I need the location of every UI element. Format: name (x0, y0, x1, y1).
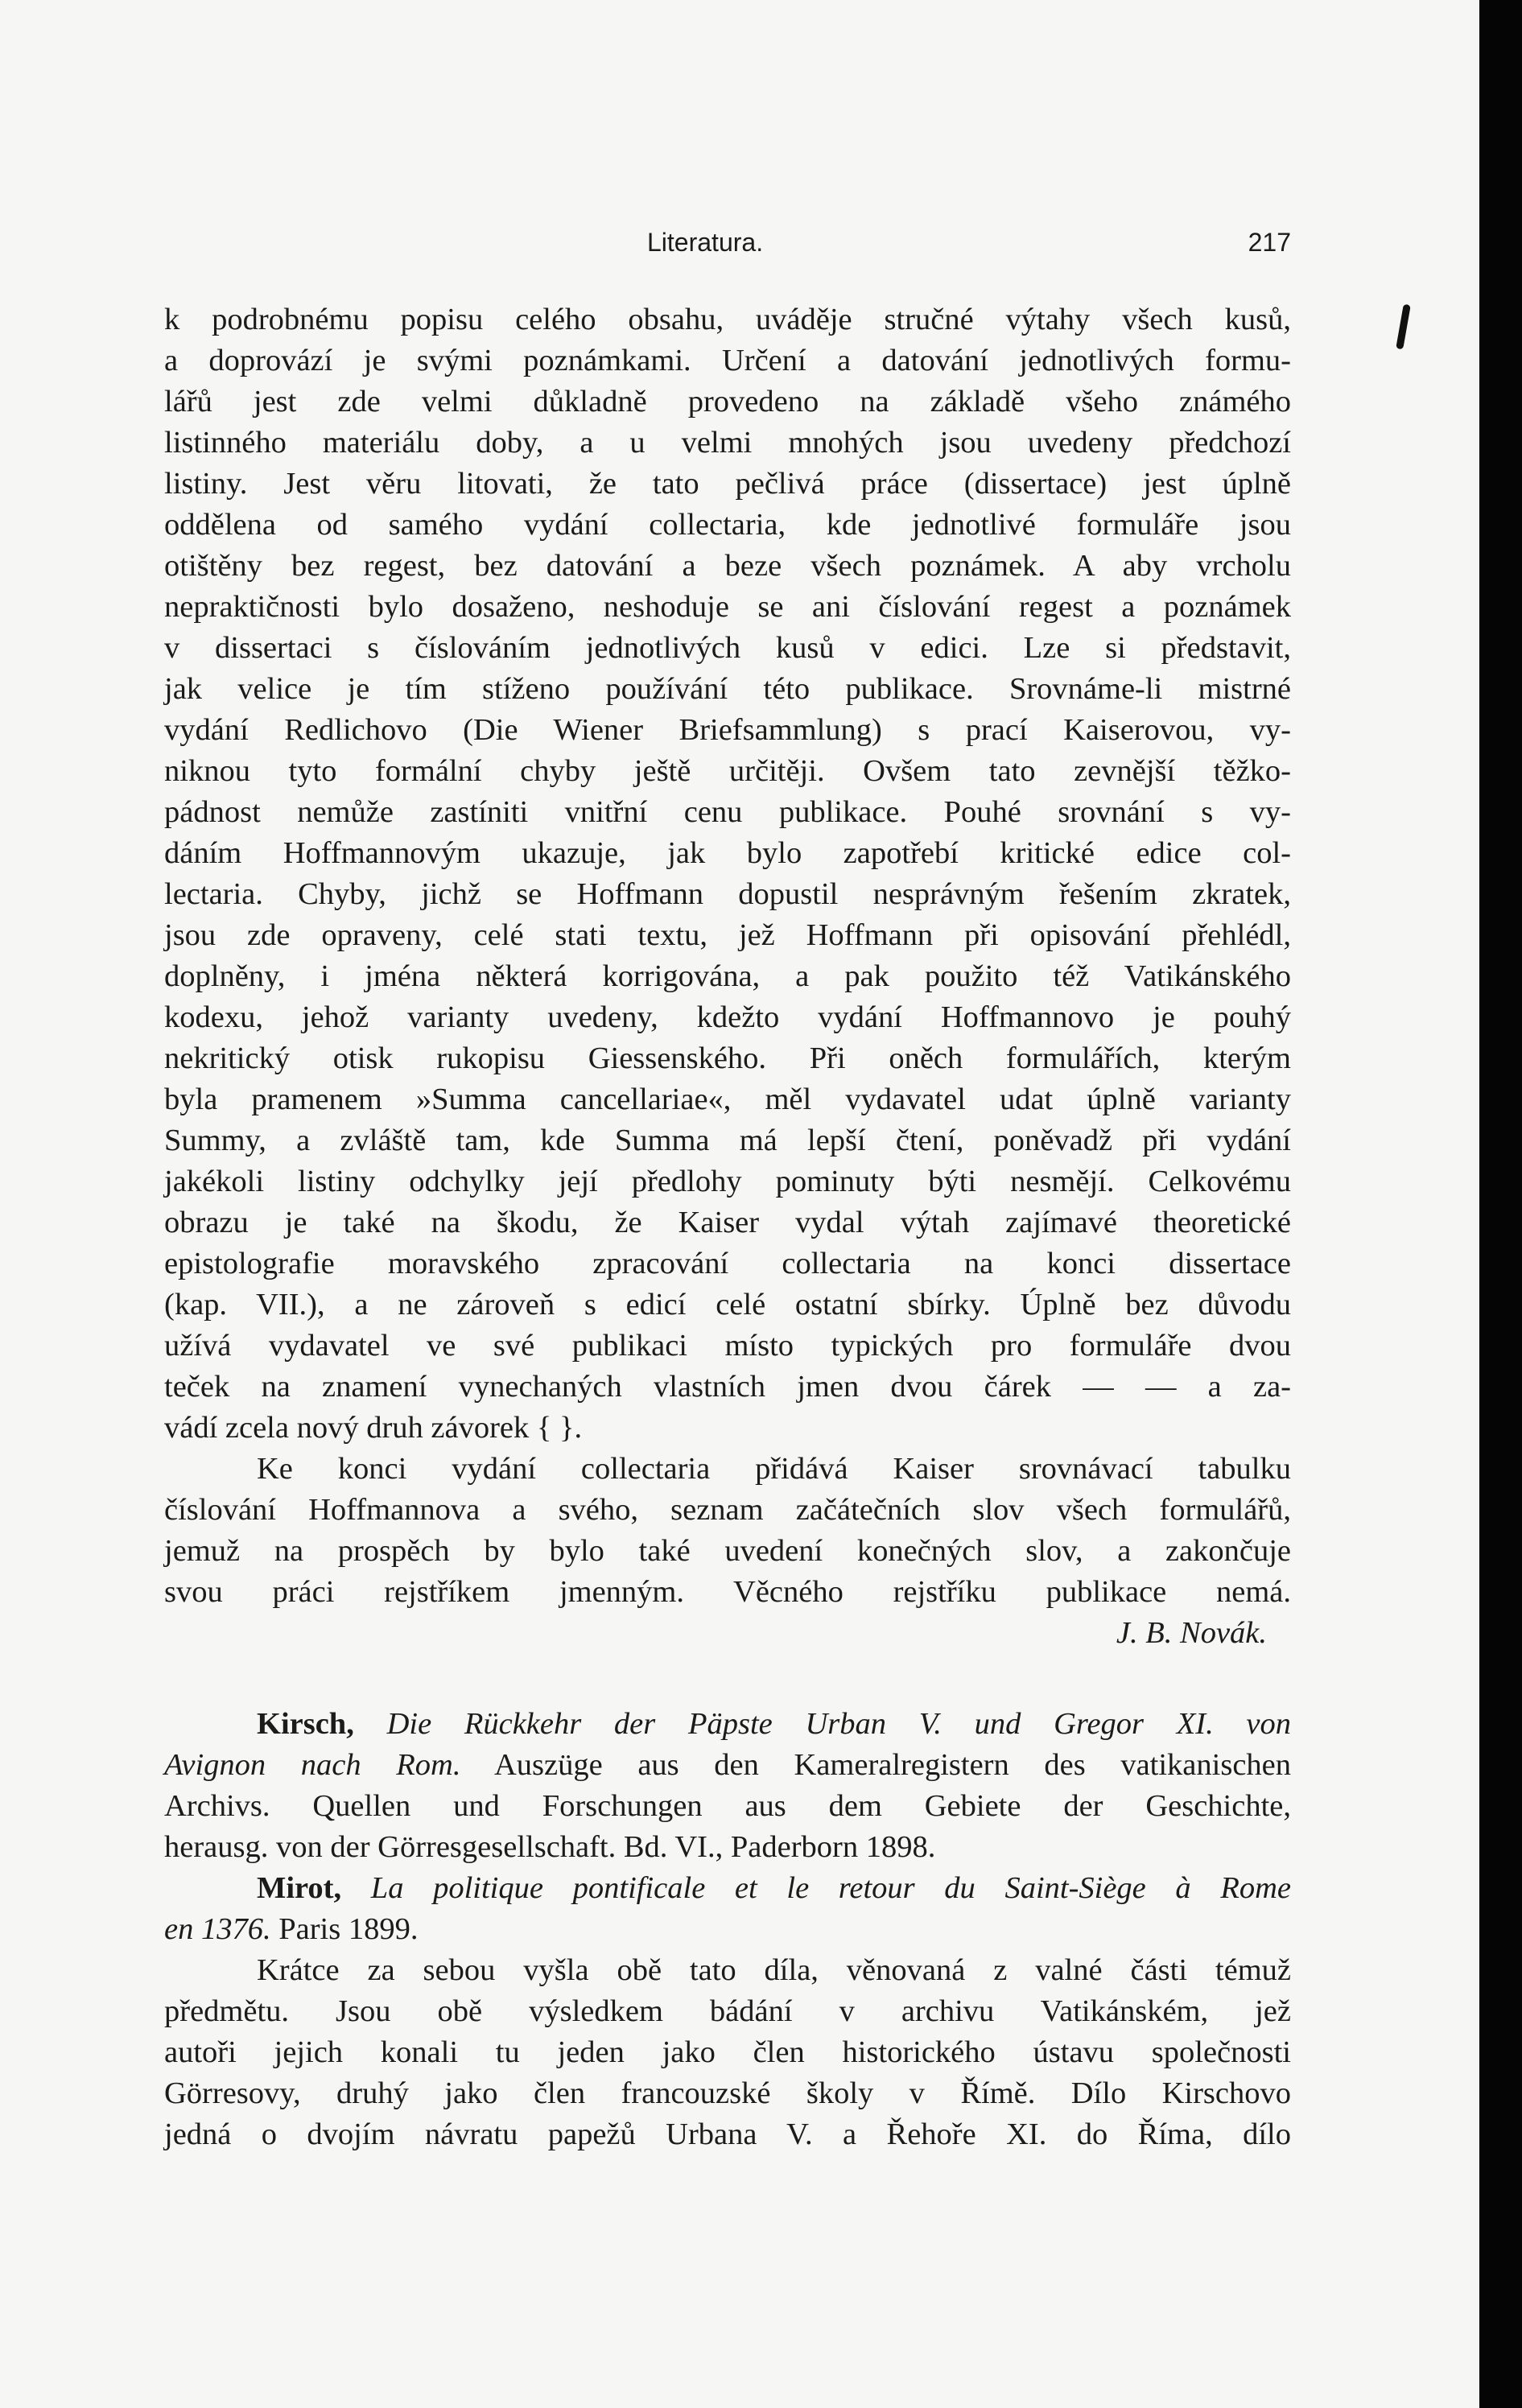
text-line: vádí zcela nový druh závorek { }. (164, 1411, 583, 1445)
running-header (164, 222, 1291, 262)
text-line: jak velice je tím stíženo používání této publikace. Srovnáme-li mistrné (164, 672, 1291, 706)
text-line: autoři jejich konali tu jeden jako člen historického ústavu společnosti (164, 2035, 1291, 2069)
text-line: byla pramenem »Summa cancellariae«, měl vydavatel udat úplně varianty (164, 1082, 1291, 1116)
text-line: vydání Redlichovo (Die Wiener Briefsammlung) s prací Kaiserovou, vy- (164, 713, 1291, 747)
text-line: nekritický otisk rukopisu Giessenského. Při oněch formulářích, kterým (164, 1041, 1291, 1075)
bib-details: Auszüge aus den Kameralregistern des vatikanischen (494, 1748, 1291, 1782)
page-number: 217 (1248, 228, 1291, 257)
bib-author: Mirot, (257, 1871, 342, 1905)
text-line: jakékoli listiny odchylky její předlohy pominuty býti nesmějí. Celkovému (164, 1165, 1291, 1198)
text-line: Krátce za sebou vyšla obě tato díla, věnovaná z valné části témuž (257, 1953, 1291, 1987)
body-text (164, 299, 1291, 2155)
text-line: epistolografie moravského zpracování collectaria na konci dissertace (164, 1247, 1291, 1280)
text-line: jsou zde opraveny, celé stati textu, jež Hoffmann při opisování přehlédl, (164, 918, 1291, 952)
text-line: teček na znamení vynechaných vlastních jmen dvou čárek — — a za- (164, 1370, 1291, 1404)
text-line: Görresovy, druhý jako člen francouzské školy v Římě. Dílo Kirschovo (164, 2076, 1291, 2110)
text-line: otištěny bez regest, bez datování a beze všech poznámek. A aby vrcholu (164, 549, 1291, 583)
text-line: kodexu, jehož varianty uvedeny, kdežto vydání Hoffmannovo je pouhý (164, 1000, 1291, 1034)
text-line: niknou tyto formální chyby ještě určitěji. Ovšem tato zevnější těžko- (164, 754, 1291, 788)
text-line: dáním Hoffmannovým ukazuje, jak bylo zapotřebí kritické edice col- (164, 836, 1291, 870)
text-line: v dissertaci s číslováním jednotlivých kusů v edici. Lze si představit, (164, 631, 1291, 665)
text-line: užívá vydavatel ve své publikaci místo typických pro formuláře dvou (164, 1329, 1291, 1363)
bib-line (164, 1745, 1291, 1786)
bibliography-entry-kirsch (164, 1704, 1291, 1868)
text-line: svou práci rejstříkem jmenným. Věcného rejstříku publikace nemá. (164, 1575, 1291, 1609)
text-line: k podrobnému popisu celého obsahu, uváděje stručné výtahy všech kusů, (164, 303, 1291, 336)
bib-line: Archivs. Quellen und Forschungen aus dem Gebiete der Geschichte, (164, 1789, 1291, 1823)
bib-line (164, 1704, 1291, 1745)
review-paragraph-3 (164, 1950, 1291, 2155)
text-line: nepraktičnosti bylo dosaženo, neshoduje se ani číslování regest a poznámek (164, 590, 1291, 624)
bib-author: Kirsch, (257, 1707, 354, 1741)
text-line: jemuž na prospěch by bylo také uvedení konečných slov, a zakončuje (164, 1534, 1291, 1568)
text-line: (kap. VII.), a ne zároveň s edicí celé ostatní sbírky. Úplně bez důvodu (164, 1288, 1291, 1322)
bib-title: La politique pontificale et le retour du Saint-Siège à Rome (370, 1871, 1291, 1905)
bib-line (164, 1909, 1291, 1950)
text-line: oddělena od samého vydání collectaria, kde jednotlivé formuláře jsou (164, 508, 1291, 542)
text-line: číslování Hoffmannova a svého, seznam začátečních slov všech formulářů, (164, 1493, 1291, 1527)
margin-mark (1396, 304, 1411, 350)
bib-title: Die Rückkehr der Päpste Urban V. und Gregor XI. von (386, 1707, 1291, 1741)
running-title: Literatura. (647, 228, 764, 257)
text-line: obrazu je také na škodu, že Kaiser vydal výtah zajímavé theoretické (164, 1206, 1291, 1239)
bib-line (164, 1868, 1291, 1909)
bib-title: Avignon nach Rom. (164, 1748, 461, 1782)
text-line: lářů jest zde velmi důkladně provedeno na základě všeho známého (164, 385, 1291, 419)
bib-title: en 1376. (164, 1912, 271, 1946)
text-line: a doprovází je svými poznámkami. Určení a datování jednotlivých formu- (164, 344, 1291, 377)
text-line: Ke konci vydání collectaria přidává Kaiser srovnávací tabulku (257, 1452, 1291, 1486)
section-gap (164, 1654, 1291, 1704)
text-line: předmětu. Jsou obě výsledkem bádání v archivu Vatikánském, jež (164, 1994, 1291, 2028)
text-line: lectaria. Chyby, jichž se Hoffmann dopustil nesprávným řešením zkratek, (164, 877, 1291, 911)
text-line: listiny. Jest věru litovati, že tato pečlivá práce (dissertace) jest úplně (164, 467, 1291, 501)
text-line: Summy, a zvláště tam, kde Summa má lepší čtení, poněvadž při vydání (164, 1124, 1291, 1157)
review-paragraph-2 (164, 1449, 1291, 1654)
bib-line: herausg. von der Görresgesellschaft. Bd. VI., Paderborn 1898. (164, 1830, 936, 1864)
text-line: jedná o dvojím návratu papežů Urbana V. a Řehoře XI. do Říma, dílo (164, 2117, 1291, 2151)
text-line: pádnost nemůže zastíniti vnitřní cenu publikace. Pouhé srovnání s vy- (164, 795, 1291, 829)
bibliography-entry-mirot (164, 1868, 1291, 1950)
text-line: doplněny, i jména některá korrigována, a pak použito též Vatikánského (164, 959, 1291, 993)
text-line: listinného materiálu doby, a u velmi mnohých jsou uvedeny předchozí (164, 426, 1291, 460)
review-paragraph-1 (164, 299, 1291, 1449)
scan-border (1479, 0, 1522, 2408)
reviewer-signature: J. B. Novák. (1116, 1616, 1267, 1650)
bib-details: Paris 1899. (278, 1912, 419, 1946)
